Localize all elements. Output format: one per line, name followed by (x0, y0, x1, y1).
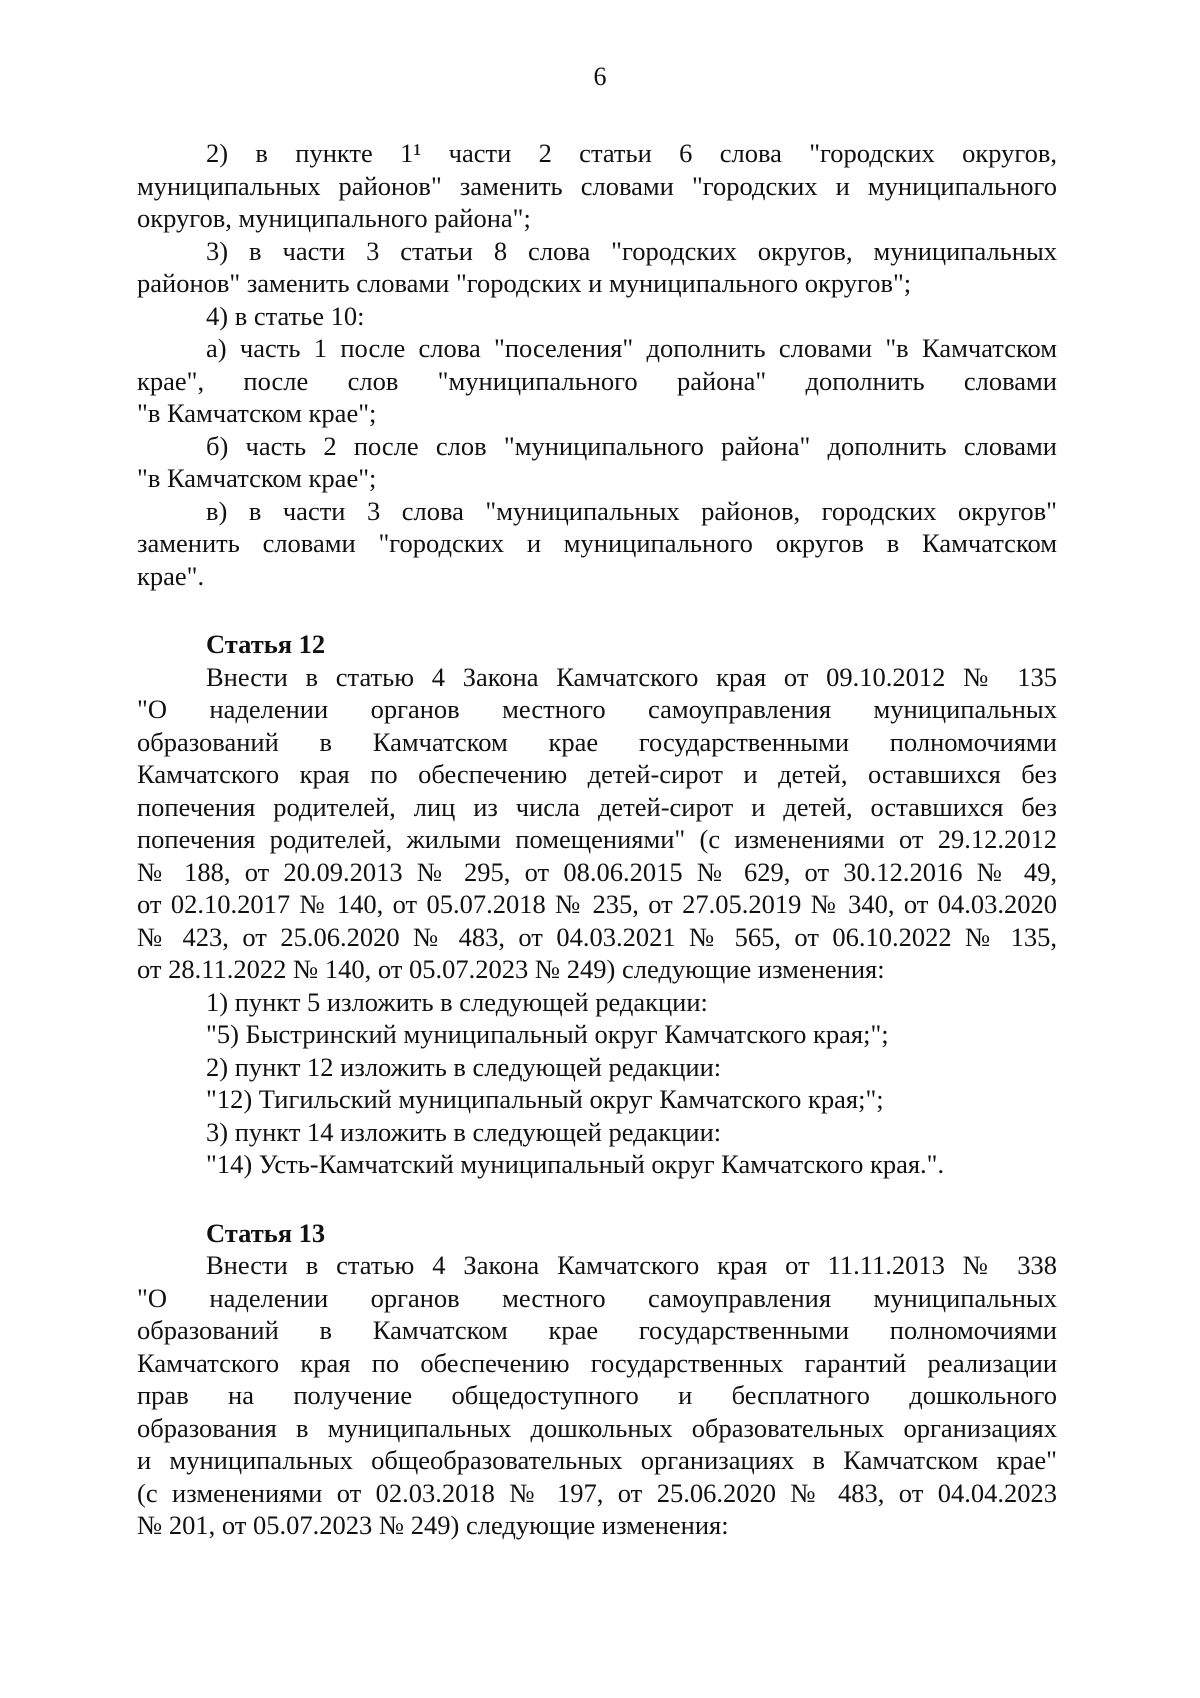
text-line: образований в Камчатском крае государственными полномочиями (137, 726, 1057, 757)
text-line: "О наделении органов местного самоуправления муниципальных (137, 1282, 1057, 1313)
page-number: 6 (593, 62, 607, 91)
text-line: 2) пункт 12 изложить в следующей редакции: (206, 1051, 722, 1082)
text-line: "12) Тигильский муниципальный округ Камчатского края;"; (206, 1084, 884, 1114)
text-line: Камчатского края по обеспечению государственных гарантий реализации (137, 1347, 1057, 1378)
text-line: 3) в части 3 статьи 8 слова "городских округов, муниципальных (206, 235, 1057, 266)
article-13-title: Статья 13 (206, 1217, 326, 1248)
text-line: Камчатского края по обеспечению детей-сирот и детей, оставшихся без (137, 759, 1057, 789)
text-line: "в Камчатском крае"; (137, 463, 377, 493)
text-line: крае". (137, 560, 205, 591)
text-line: 2) в пункте 1¹ части 2 статьи 6 слова "городских округов, (206, 138, 1057, 168)
text-line: а) часть 1 после слова "поселения" дополнить словами "в Камчатском (206, 333, 1057, 363)
text-line: № 201, от 05.07.2023 № 249) следующие изменения: (137, 1510, 729, 1540)
text-line: "в Камчатском крае"; (137, 398, 377, 428)
text-line: прав на получение общедоступного и бесплатного дошкольного (137, 1380, 1057, 1410)
article-12-title: Статья 12 (206, 629, 326, 659)
text-line: Внести в статью 4 Закона Камчатского края от 11.11.2013 № 338 (206, 1250, 1057, 1280)
text-line: заменить словами "городских и муниципального округов в Камчатском (137, 528, 1057, 558)
text-line: образований в Камчатском крае государственными полномочиями (137, 1315, 1057, 1345)
spacer (137, 592, 1057, 628)
text-line: округов, муниципального района"; (137, 203, 531, 233)
spacer (137, 1181, 1057, 1217)
text-line: попечения родителей, лиц из числа детей-сирот и детей, оставшихся без (137, 791, 1057, 822)
text-line: в) в части 3 слова "муниципальных районов, городских округов" (206, 495, 1057, 526)
text-line: 4) в статье 10: (206, 300, 365, 331)
text-line: 1) пункт 5 изложить в следующей редакции: (206, 986, 708, 1017)
text-line: Внести в статью 4 Закона Камчатского края от 09.10.2012 № 135 (206, 661, 1057, 692)
text-line: "5) Быстринский муниципальный округ Камчатского края;"; (206, 1019, 889, 1049)
text-line: (с изменениями от 02.03.2018 № 197, от 25.06.2020 № 483, от 04.04.2023 (137, 1477, 1057, 1508)
text-line: и муниципальных общеобразовательных организациях в Камчатском крае" (137, 1445, 1057, 1475)
text-line: крае", после слов "муниципального района" дополнить словами (137, 365, 1057, 396)
text-line: "О наделении органов местного самоуправления муниципальных (137, 694, 1057, 724)
text-line: от 02.10.2017 № 140, от 05.07.2018 № 235, от 27.05.2019 № 340, от 04.03.2020 (137, 889, 1057, 919)
text-line: б) часть 2 после слов "муниципального района" дополнить словами (206, 430, 1057, 461)
text-line: муниципальных районов" заменить словами "городских и муниципального (137, 170, 1057, 201)
text-line: № 423, от 25.06.2020 № 483, от 04.03.2021 № 565, от 06.10.2022 № 135, (137, 921, 1057, 952)
text-line: попечения родителей, жилыми помещениями" (с изменениями от 29.12.2012 (137, 824, 1057, 854)
text-line: от 28.11.2022 № 140, от 05.07.2023 № 249) следующие изменения: (137, 954, 885, 984)
text-line: районов" заменить словами "городских и муниципального округов"; (137, 268, 912, 298)
text-line: "14) Усть-Камчатский муниципальный округ Камчатского края.". (206, 1149, 945, 1179)
text-line: образования в муниципальных дошкольных образовательных организациях (137, 1412, 1057, 1443)
document-body (137, 137, 1057, 1542)
text-line: 3) пункт 14 изложить в следующей редакции: (206, 1116, 722, 1147)
text-line: № 188, от 20.09.2013 № 295, от 08.06.2015 № 629, от 30.12.2016 № 49, (137, 856, 1057, 887)
